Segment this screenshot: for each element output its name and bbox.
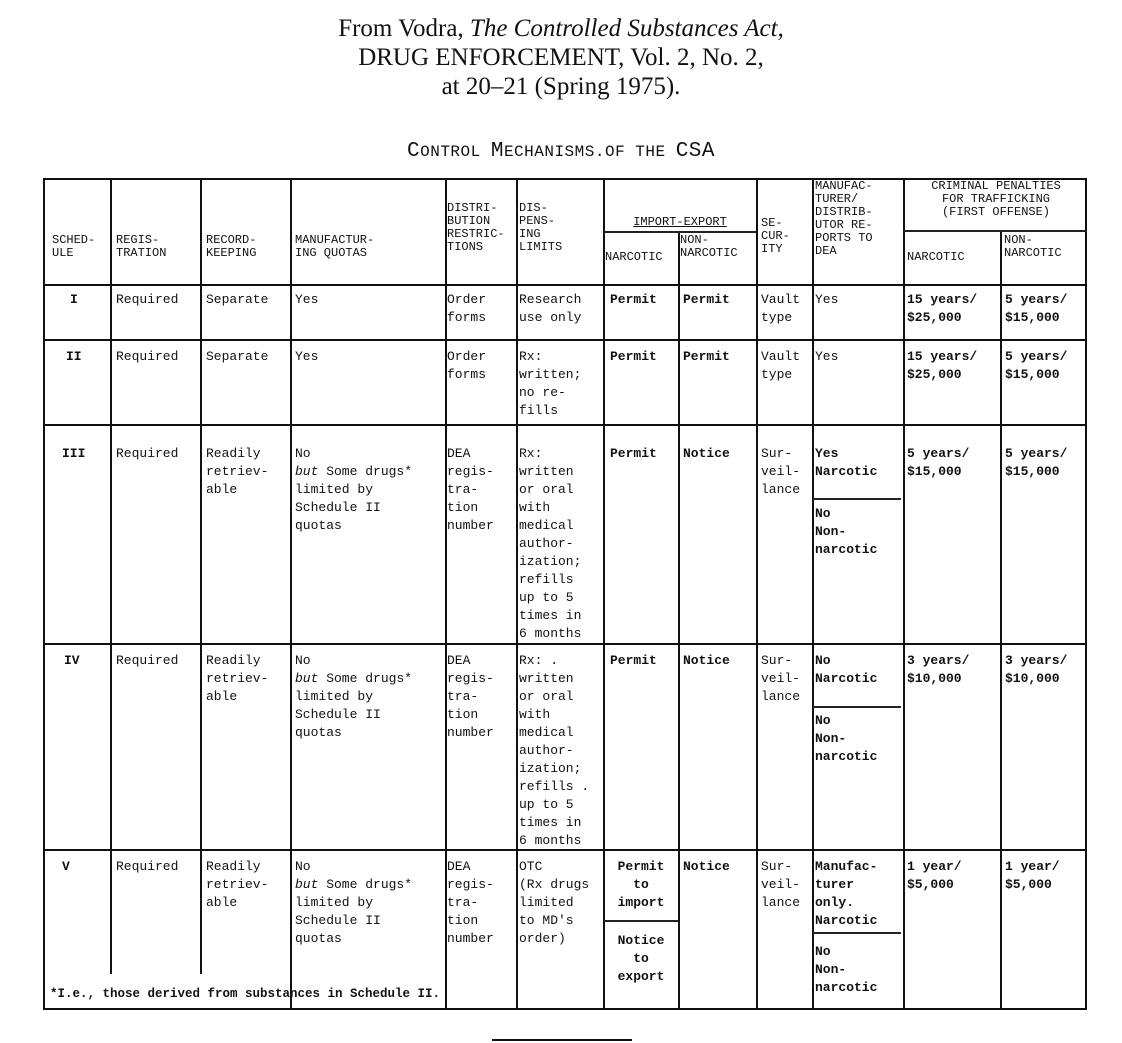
distribution-v: DEA regis- tra- tion number (447, 859, 494, 946)
title-initial-m: M (490, 140, 504, 163)
registration-ii: Required (116, 349, 179, 364)
reports-narcotic-iv: No Narcotic (815, 653, 878, 686)
reports-subdivider (813, 932, 901, 934)
penalty-narcotic-iv: 3 years/ $10,000 (907, 653, 970, 686)
column-divider (812, 178, 814, 1010)
import-non-narcotic-iv: Notice (683, 653, 730, 668)
column-divider (200, 178, 202, 974)
title-initial-c: C (407, 140, 421, 163)
import-non-narcotic-v: Notice (683, 859, 730, 874)
header-security: SE- CUR- ITY (761, 216, 790, 256)
reports-non-narcotic-v: No Non- narcotic (815, 944, 878, 995)
schedule-ii: II (66, 349, 82, 364)
quotas-but: but (295, 464, 319, 479)
title-word-mechanisms: ECHANISMS (503, 143, 595, 161)
quotas-some-drugs: Some drugs* (318, 877, 413, 892)
table-border-bottom (43, 1008, 1087, 1010)
column-divider (1000, 230, 1002, 1010)
recordkeeping-ii: Separate (206, 349, 269, 364)
recordkeeping-iv: Readily retriev- able (206, 653, 269, 704)
quotas-but: but (295, 877, 319, 892)
dispensing-iv: Rx: . written or oral with medical author- ization; refills . up to 5 times in 6 months (519, 653, 590, 848)
title-word-of-the: OF THE (604, 143, 676, 161)
reports-non-narcotic-iii: No Non- narcotic (815, 506, 878, 557)
citation-line-2: DRUG ENFORCEMENT, Vol. 2, No. 2, (358, 44, 764, 71)
import-narcotic-iv: Permit (610, 653, 657, 668)
schedule-i: I (70, 292, 78, 307)
registration-iv: Required (116, 653, 179, 668)
quotas-no: No (295, 446, 311, 461)
header-dispensing-limits: DIS- PENS- ING LIMITS (519, 201, 563, 254)
registration-v: Required (116, 859, 179, 874)
citation-author: From Vodra, (338, 15, 470, 42)
import-subdivider (604, 920, 678, 922)
header-import-narcotic: NARCOTIC (605, 250, 663, 264)
import-narcotic-v-permit: Permit to import (617, 859, 665, 910)
quotas-some-drugs: Some drugs* (318, 464, 413, 479)
registration-iii: Required (116, 446, 179, 461)
penalty-non-narcotic-v: 1 year/ $5,000 (1005, 859, 1060, 892)
header-penalty-non-narcotic: NON- NARCOTIC (1004, 233, 1062, 260)
distribution-iii: DEA regis- tra- tion number (447, 446, 494, 533)
table-border-right (1085, 178, 1087, 1010)
import-narcotic-iii: Permit (610, 446, 657, 461)
reports-ii: Yes (815, 349, 839, 364)
citation-article-title: The Controlled Substances Act, (469, 15, 784, 42)
import-non-narcotic-iii: Notice (683, 446, 730, 461)
security-ii: Vault type (761, 349, 801, 382)
quotas-ii: Yes (295, 349, 319, 364)
security-v: Sur- veil- lance (761, 859, 801, 910)
security-i: Vault type (761, 292, 801, 325)
schedule-v: V (62, 859, 70, 874)
header-criminal-penalties: CRIMINAL PENALTIES FOR TRAFFICKING (FIRST OFFENSE) (931, 179, 1061, 219)
column-divider (903, 178, 905, 1010)
penalty-non-narcotic-ii: 5 years/ $15,000 (1005, 349, 1068, 382)
header-recordkeeping: RECORD- KEEPING (206, 233, 257, 260)
dispensing-v: OTC (Rx drugs limited to MD's order) (519, 859, 590, 946)
header-registration: REGIS- TRATION (116, 233, 167, 260)
security-iii: Sur- veil- lance (761, 446, 801, 497)
quotas-iii (295, 445, 412, 535)
import-narcotic-i: Permit (610, 292, 657, 307)
import-non-narcotic-ii: Permit (683, 349, 730, 364)
penalty-narcotic-iii: 5 years/ $15,000 (907, 446, 970, 479)
penalty-narcotic-ii: 15 years/ $25,000 (907, 349, 978, 382)
penalty-narcotic-v: 1 year/ $5,000 (907, 859, 962, 892)
page-end-rule (492, 1039, 632, 1041)
recordkeeping-iii: Readily retriev- able (206, 446, 269, 497)
quotas-no: No (295, 653, 311, 668)
row-divider (43, 424, 1087, 426)
quotas-some-drugs: Some drugs* (318, 671, 413, 686)
recordkeeping-v: Readily retriev- able (206, 859, 269, 910)
header-bottom-rule (43, 284, 1087, 286)
header-schedule: SCHED- ULE (52, 233, 96, 260)
registration-i: Required (116, 292, 179, 307)
dispensing-iii: Rx: written or oral with medical author- ization; refills up to 5 times in 6 months (519, 446, 582, 641)
header-reports-to-dea: MANUFAC- TURER/ DISTRIB- UTOR RE- PORTS TO DEA (815, 179, 873, 258)
penalty-narcotic-i: 15 years/ $25,000 (907, 292, 978, 325)
penalty-non-narcotic-iv: 3 years/ $10,000 (1005, 653, 1068, 686)
security-iv: Sur- veil- lance (761, 653, 801, 704)
distribution-ii: Order forms (447, 349, 487, 382)
penalty-non-narcotic-i: 5 years/ $15,000 (1005, 292, 1068, 325)
header-import-non-narcotic: NON- NARCOTIC (680, 233, 738, 260)
row-divider (43, 643, 1087, 645)
quotas-limited: limited by Schedule II quotas (295, 895, 381, 946)
column-divider (110, 178, 112, 974)
header-import-export: IMPORT-EXPORT (633, 215, 727, 229)
title-dot: . (594, 143, 605, 161)
distribution-i: Order forms (447, 292, 487, 325)
reports-narcotic-v: Manufac- turer only. Narcotic (815, 859, 878, 928)
import-narcotic-v-notice: Notice to export (617, 933, 665, 984)
reports-subdivider (813, 498, 901, 500)
quotas-limited: limited by Schedule II quotas (295, 689, 381, 740)
column-divider (678, 232, 680, 1010)
distribution-iv: DEA regis- tra- tion number (447, 653, 494, 740)
quotas-i: Yes (295, 292, 319, 307)
dispensing-ii: Rx: written; no re- fills (519, 349, 582, 418)
quotas-no: No (295, 859, 311, 874)
column-divider (290, 178, 292, 1010)
quotas-iv (295, 652, 412, 742)
footnote: *I.e., those derived from substances in Schedule II. (50, 987, 441, 1001)
reports-i: Yes (815, 292, 839, 307)
schedule-iv: IV (64, 653, 80, 668)
schedule-iii: III (62, 446, 86, 461)
reports-narcotic-iii: Yes Narcotic (815, 446, 878, 479)
quotas-v (295, 858, 412, 948)
header-distribution-restrictions: DISTRI- BUTION RESTRIC- TIONS (447, 201, 505, 254)
table-border-left (43, 178, 45, 1010)
quotas-but: but (295, 671, 319, 686)
penalty-non-narcotic-iii: 5 years/ $15,000 (1005, 446, 1068, 479)
header-penalty-narcotic: NARCOTIC (907, 250, 965, 264)
row-divider (43, 339, 1087, 341)
header-manufacturing-quotas: MANUFACTUR- ING QUOTAS (295, 233, 375, 260)
title-word-csa: CSA (675, 140, 715, 163)
title-word-control: ONTROL (420, 143, 491, 161)
reports-non-narcotic-iv: No Non- narcotic (815, 713, 878, 764)
recordkeeping-i: Separate (206, 292, 269, 307)
reports-subdivider (813, 706, 901, 708)
import-narcotic-ii: Permit (610, 349, 657, 364)
penalties-underline (903, 230, 1087, 232)
citation-line-3: at 20–21 (Spring 1975). (441, 73, 681, 100)
dispensing-i: Research use only (519, 292, 582, 325)
column-divider (516, 178, 518, 1010)
import-non-narcotic-i: Permit (683, 292, 730, 307)
quotas-limited: limited by Schedule II quotas (295, 482, 381, 533)
column-divider (756, 178, 758, 1010)
